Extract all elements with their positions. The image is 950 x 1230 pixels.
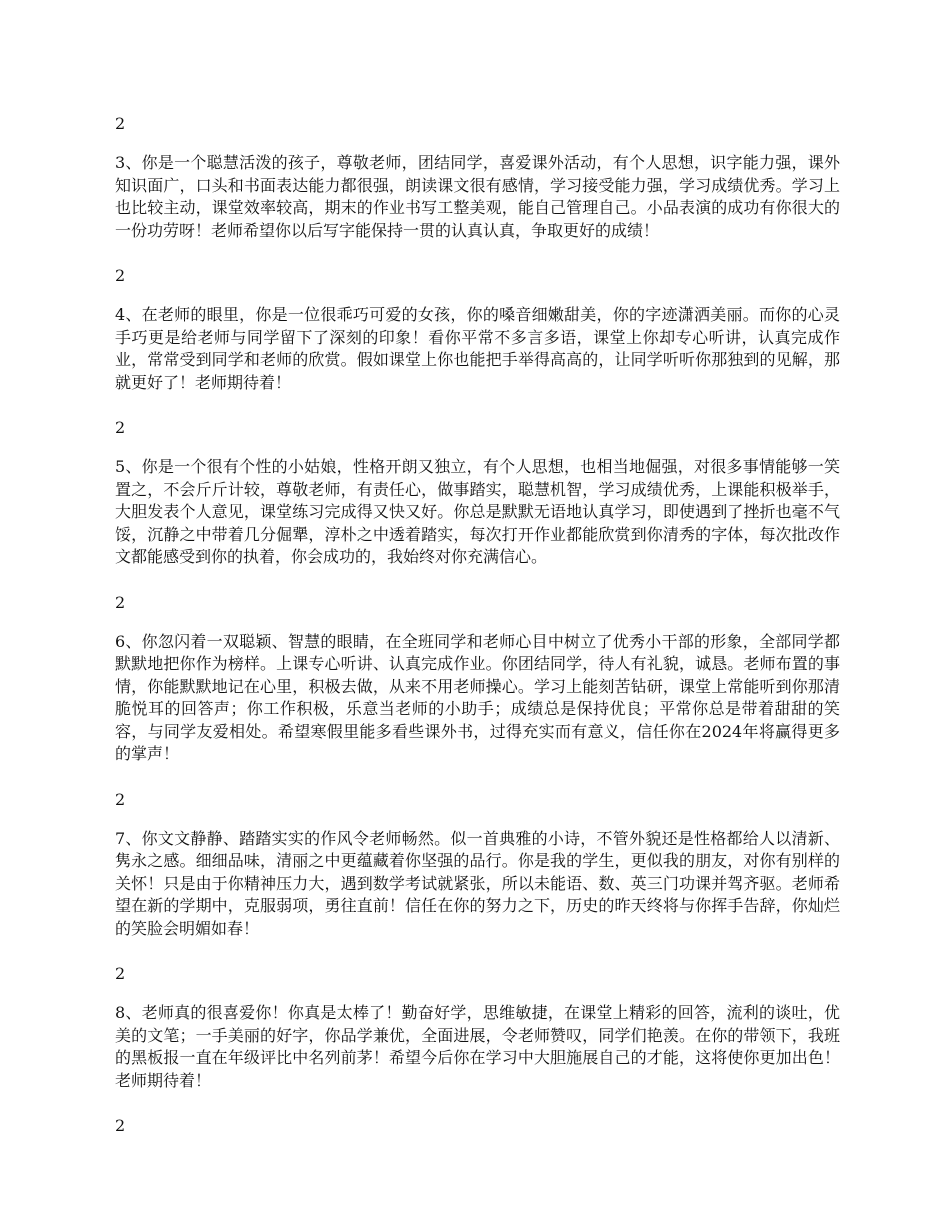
page-marker: 2 [115,114,126,133]
comment-paragraph-3: 3、你是一个聪慧活泼的孩子，尊敬老师，团结同学，喜爱课外活动，有个人思想，识字能力强，课外知识面广，口头和书面表达能力都很强，朗读课文很有感情，学习接受能力强，学习成绩优秀。学习上也比较主动，课堂效率较高，期末的作业书写工整美观，能自己管理自己。小品表演的成功有你很大的一份功劳呀！老师希望你以后写字能保持一贯的认真认真，争取更好的成绩！ [115,153,840,240]
page-marker: 2 [115,964,126,983]
comment-paragraph-7: 7、你文文静静、踏踏实实的作风令老师畅然。似一首典雅的小诗，不管外貌还是性格都给人以清新、隽永之感。细细品味，清丽之中更蕴藏着你坚强的品行。你是我的学生，更似我的朋友，对你有别样的关怀！只是由于你精神压力大，遇到数学考试就紧张，所以未能语、数、英三门功课并驾齐驱。老师希望在新的学期中，克服弱项，勇往直前！信任在你的努力之下，历史的昨天终将与你挥手告辞，你灿烂的笑脸会明媚如春！ [115,828,840,938]
page-marker: 2 [115,789,126,809]
page-marker: 2 [115,266,126,285]
comment-paragraph-5: 5、你是一个很有个性的小姑娘，性格开朗又独立，有个人思想，也相当地倔强，对很多事情能够一笑置之，不会斤斤计较，尊敬老师，有责任心，做事踏实，聪慧机智，学习成绩优秀，上课能积极举手，大胆发表个人意见，课堂练习完成得又快又好。你总是默默无语地认真学习，即使遇到了挫折也毫不气馁，沉静之中带着几分倔犟，淳朴之中透着踏实，每次打开作业都能欣赏到你清秀的字体，每次批改作文都能感受到你的执着，你会成功的，我始终对你充满信心。 [115,457,840,566]
comment-paragraph-6: 6、你忽闪着一双聪颖、智慧的眼睛，在全班同学和老师心目中树立了优秀小干部的形象，全部同学都默默地把你作为榜样。上课专心听讲、认真完成作业。你团结同学，待人有礼貌，诚恳。老师布置的事情，你能默默地记在心里，积极去做，从来不用老师操心。学习上能刻苦钻研，课堂上常能听到你那清脆悦耳的回答声；你工作积极，乐意当老师的小助手；成绩总是保持优良；平常你总是带着甜甜的笑容，与同学友爱相处。希望寒假里能多看些课外书，过得充实而有意义，信任你在2024年将赢得更多的掌声！ [115,631,840,763]
page-marker: 2 [115,1116,126,1135]
page-marker: 2 [115,592,126,612]
page-marker: 2 [115,418,126,437]
comment-paragraph-8: 8、老师真的很喜爱你！你真是太棒了！勤奋好学，思维敏捷，在课堂上精彩的回答，流利的谈吐，优美的文笔；一手美丽的好字，你品学兼优，全面进展，令老师赞叹，同学们艳羡。在你的带领下，我班的黑板报一直在年级评比中名列前茅！希望今后你在学习中大胆施展自己的才能，这将使你更加出色！老师期待着！ [115,1003,840,1090]
comment-paragraph-4: 4、在老师的眼里，你是一位很乖巧可爱的女孩，你的嗓音细嫩甜美，你的字迹潇洒美丽。而你的心灵手巧更是给老师与同学留下了深刻的印象！看你平常不多言多语，课堂上你却专心听讲，认真完成作业，常常受到同学和老师的欣赏。假如课堂上你也能把手举得高高的，让同学听听你那独到的见解，那就更好了！老师期待着！ [115,305,840,392]
